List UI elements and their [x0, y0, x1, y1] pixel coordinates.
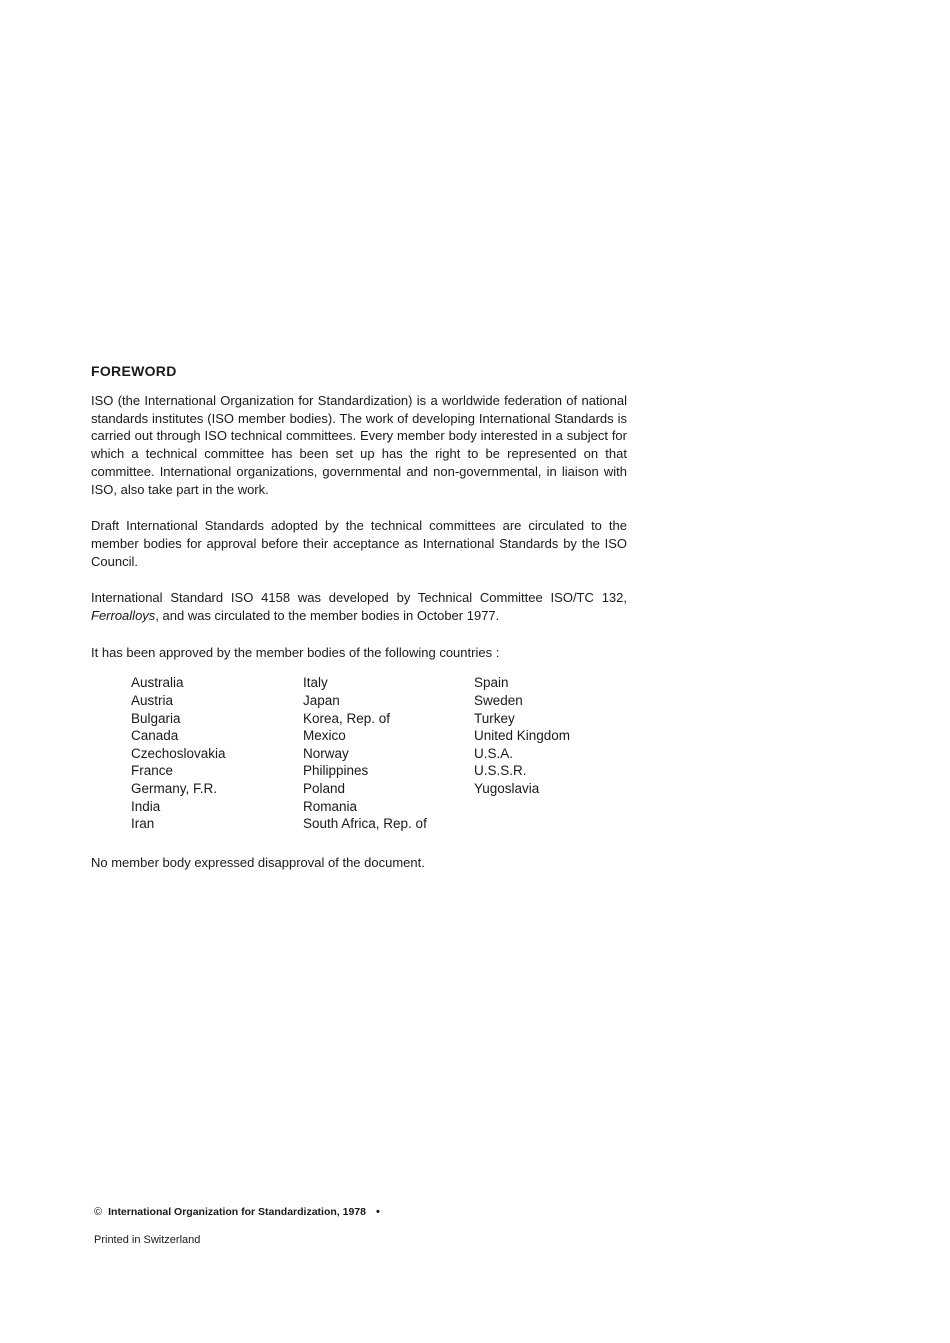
country-item: Germany, F.R. — [131, 781, 218, 796]
countries-column-2 — [303, 674, 427, 832]
country-item: Korea, Rep. of — [303, 710, 391, 726]
standard-info-text-2: , and was circulated to the member bodies in October 1977. — [155, 608, 500, 624]
bullet-icon: • — [375, 1206, 380, 1218]
country-item: U.S.A. — [474, 745, 514, 761]
countries-column-1 — [131, 674, 226, 832]
paragraph-draft-standards: Draft International Standards adopted by the technical committees are circulated to the member bodies for approval before their acceptance as International Standards by the ISO Council. — [91, 518, 627, 569]
standard-info-text-1: International Standard ISO 4158 was developed by Technical Committee ISO/TC 132, — [91, 590, 627, 606]
country-item: Sweden — [474, 693, 523, 709]
country-item: Norway — [303, 745, 349, 761]
country-item: South Africa, Rep. of — [303, 816, 427, 832]
country-item: Japan — [303, 693, 340, 709]
closing-statement: No member body expressed disapproval of the document. — [91, 855, 425, 871]
country-item: United Kingdom — [474, 728, 571, 744]
country-item: Mexico — [303, 728, 346, 744]
country-item: India — [131, 798, 161, 814]
copyright-text: International Organization for Standardization, 1978 — [108, 1206, 366, 1218]
committee-title-italic: Ferroalloys — [91, 608, 156, 624]
printed-location: Printed in Switzerland — [94, 1234, 201, 1246]
country-item: Romania — [303, 798, 358, 814]
approval-intro: It has been approved by the member bodies of the following countries : — [91, 644, 500, 660]
copyright-line — [94, 1206, 380, 1218]
country-item: Czechoslovakia — [131, 745, 226, 761]
foreword-section — [91, 363, 627, 872]
country-item: Bulgaria — [131, 710, 181, 726]
country-item: U.S.S.R. — [474, 763, 527, 779]
country-item: Italy — [303, 675, 328, 691]
country-item: Australia — [131, 675, 184, 691]
country-item: Austria — [131, 693, 174, 709]
paragraph-iso-intro: ISO (the International Organization for Standardization) is a worldwide federation of national standards institutes (ISO member bodies). The work of developing International Standards is carried out through ISO technical committees. Every member body interested in a subject for which a technical committee has been set up has the right to be represented on that committee. International organizations, governmental and non-governmental, in liaison with ISO, also take part in the work. — [91, 393, 627, 497]
copyright-icon: © — [94, 1206, 103, 1218]
country-item: Turkey — [474, 710, 515, 726]
paragraph-standard-info — [91, 589, 627, 624]
country-item: Canada — [131, 728, 179, 744]
country-item: Poland — [303, 781, 346, 796]
page-footer — [94, 1206, 380, 1246]
country-item: Spain — [474, 675, 509, 691]
countries-column-3 — [474, 674, 570, 797]
country-item: Philippines — [303, 763, 369, 779]
foreword-heading: FOREWORD — [91, 363, 177, 379]
country-item: Yugoslavia — [474, 781, 540, 796]
country-item: Iran — [131, 816, 155, 832]
countries-list — [91, 674, 627, 832]
country-item: France — [131, 763, 174, 779]
